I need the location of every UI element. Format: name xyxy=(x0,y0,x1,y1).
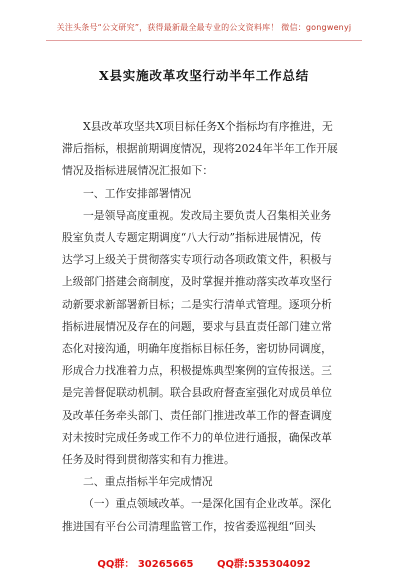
footer-contact xyxy=(0,555,408,570)
body-line: 形成合力找准着力点，积极提炼典型案例的宣传报送。三 xyxy=(62,364,332,378)
footer-qq-group-2: QQ群:535304092 xyxy=(217,559,311,570)
header-banner: 关注头条号“公文研究”，获得最新最全最专业的公文资料库！ 微信：gongwenyj xyxy=(56,23,352,32)
body-line: 达学习上级关于贯彻落实专项行动各项政策文件，积极与 xyxy=(62,253,332,267)
body-line: 情况及指标进展情况汇报如下： xyxy=(62,164,214,178)
body-line: 是完善督促联动机制。联合县政府督查室强化对成员单位 xyxy=(62,386,332,400)
body-line: X县改革攻坚共X项目标任务X个指标均有序推进，无 xyxy=(83,120,333,133)
body-line: 动新要求新部署新目标；二是实行清单式管理。逐项分析 xyxy=(62,297,332,311)
footer-qq-group-1: QQ群： 30265665 xyxy=(97,559,194,570)
body-line: 滞后指标，根据前期调度情况，现将2024年半年工作开展 xyxy=(62,142,338,156)
body-line: 指标进展情况及存在的问题，要求与县直责任部门建立常 xyxy=(62,319,332,333)
body-line: （一）重点领域改革。一是深化国有企业改革。深化 xyxy=(83,497,332,511)
body-line: 上级部门搭建会商制度，及时掌握并推动落实改革攻坚行 xyxy=(62,275,332,289)
body-line: 任务及时得到贯彻落实和有力推进。 xyxy=(62,453,235,467)
body-line: 态化对接沟通，明确年度指标目标任务，密切协同调度， xyxy=(62,342,332,356)
body-line: 对未按时完成任务或工作不力的单位进行通报，确保改革 xyxy=(62,430,332,444)
header-divider xyxy=(46,40,362,41)
body-line: 及改革任务牵头部门、责任部门推进改革工作的督查调度 xyxy=(62,408,332,422)
body-line: 推进国有平台公司清理监管工作，按省委巡视组“回头 xyxy=(62,519,316,533)
body-line: 一是领导高度重视。发改局主要负责人召集相关业务 xyxy=(83,208,332,222)
section-heading: 一、工作安排部署情况 xyxy=(83,186,191,200)
section-heading: 二、重点指标半年完成情况 xyxy=(83,475,213,489)
body-line: 股室负责人专题定期调度“八大行动”指标进展情况，传 xyxy=(62,231,322,245)
document-title: X县实施改革攻坚行动半年工作总结 xyxy=(99,68,309,83)
document-body xyxy=(62,116,352,538)
